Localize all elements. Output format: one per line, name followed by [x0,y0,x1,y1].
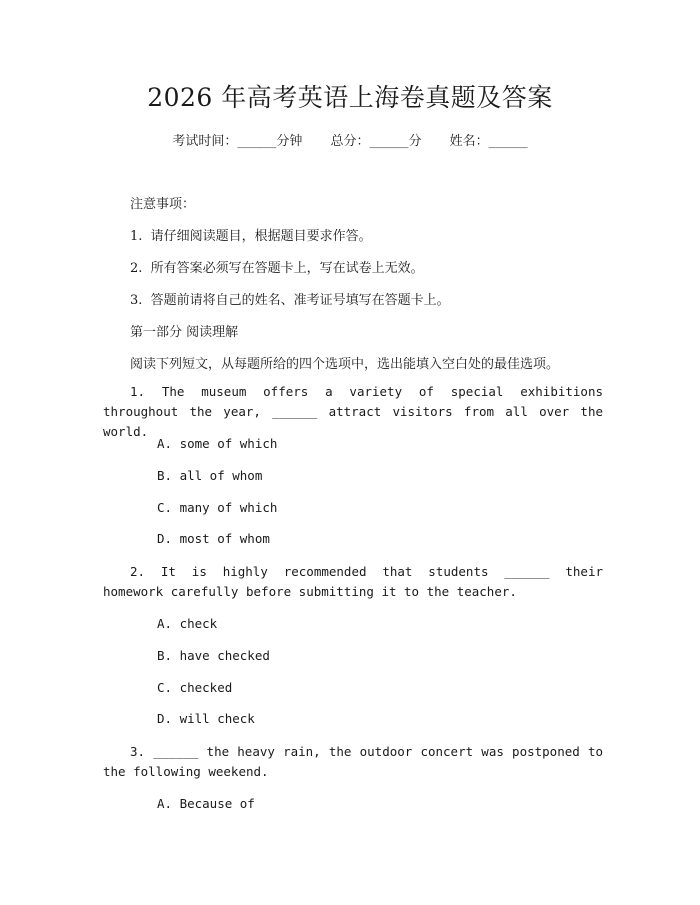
answer-option: A. Because of [157,796,255,811]
total-score-field: 总分：______分 [330,134,422,149]
question-text: 2. It is highly recommended that students ______ their homework carefully before submitting it to the teacher. [103,564,603,599]
answer-option: C. many of which [157,500,278,515]
answer-option: D. will check [157,711,255,726]
answer-option: B. all of whom [157,468,263,483]
answer-option: A. check [157,616,218,631]
notice-item: 3. 答题前请将自己的姓名、准考证号填写在答题卡上。 [130,293,450,308]
notice-item: 1. 请仔细阅读题目，根据题目要求作答。 [130,229,372,244]
answer-option: A. some of which [157,436,278,451]
student-name-field: 姓名：______ [449,134,528,149]
section-heading: 第一部分 阅读理解 [130,325,239,340]
exam-info [0,130,700,149]
notice-heading: 注意事项： [130,197,196,212]
exam-time-field: 考试时间：______分钟 [172,134,303,149]
section-instruction: 阅读下列短文，从每题所给的四个选项中，选出能填入空白处的最佳选项。 [130,357,560,372]
question-text: 3. ______ the heavy rain, the outdoor concert was postponed to the following weekend. [103,744,603,779]
notice-item: 2. 所有答案必须写在答题卡上，写在试卷上无效。 [130,261,424,276]
question-text: 1. The museum offers a variety of special exhibitions throughout the year, ______ attract visitors from all over the world. [103,384,603,439]
answer-option: C. checked [157,680,233,695]
answer-option: D. most of whom [157,531,270,546]
page-title: 2026 年高考英语上海卷真题及答案 [147,83,553,112]
answer-option: B. have checked [157,648,270,663]
